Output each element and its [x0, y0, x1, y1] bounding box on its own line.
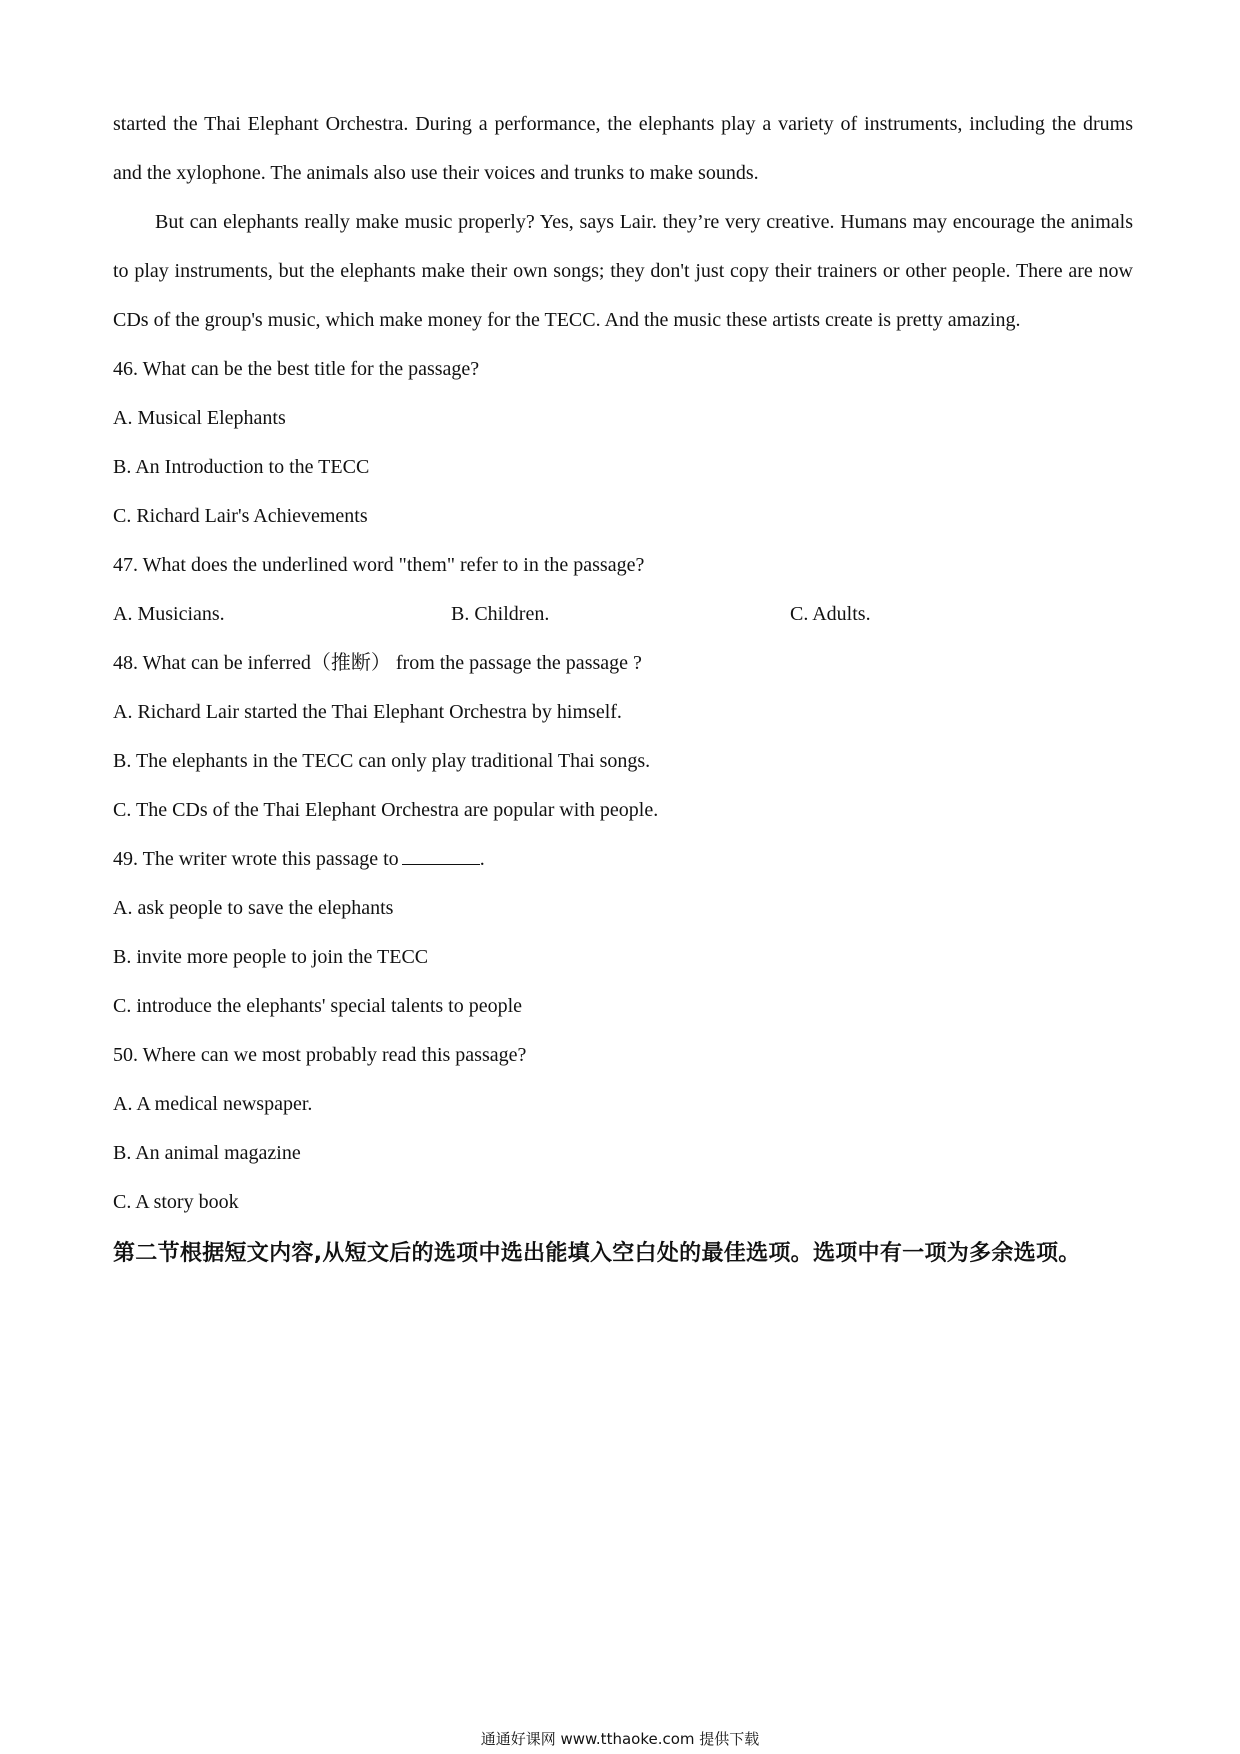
passage-paragraph-1: started the Thai Elephant Orchestra. During a performance, the elephants play a variety of instruments, including the drums and the xylophone. The animals also use their voices and trunks to make sounds. — [113, 113, 1133, 184]
question-50-stem: 50. Where can we most probably read this passage? — [113, 1044, 527, 1066]
question-50-option-c: C. A story book — [113, 1191, 239, 1213]
question-47-option-c: C. Adults. — [790, 603, 871, 625]
question-49-stem: 49. The writer wrote this passage to — [113, 848, 399, 870]
question-47-options — [113, 590, 1133, 639]
question-48 — [113, 639, 1133, 835]
question-48-option-a: A. Richard Lair started the Thai Elephant Orchestra by himself. — [113, 701, 622, 723]
section-heading: 第二节根据短文内容,从短文后的选项中选出能填入空白处的最佳选项。选项中有一项为多余选项。 — [113, 1241, 1081, 1266]
answer-blank — [402, 846, 480, 865]
question-46-stem: 46. What can be the best title for the passage? — [113, 358, 480, 380]
passage-paragraph-2: But can elephants really make music properly? Yes, says Lair. they’re very creative. Humans may encourage the animals to play instruments, but the elephants make their own songs; they don't just copy their trainers or other people. There are now CDs of the group's music, which make money for the TECC. And the music these artists create is pretty amazing. — [113, 211, 1133, 331]
question-49-option-a: A. ask people to save the elephants — [113, 897, 394, 919]
question-46-option-c: C. Richard Lair's Achievements — [113, 505, 368, 527]
question-49-stem-end: . — [479, 848, 485, 870]
question-47 — [113, 541, 1133, 639]
question-49-stem-line — [113, 835, 1133, 884]
question-48-stem: 48. What can be inferred（推断） from the passage the passage ? — [113, 652, 642, 674]
question-46-option-a: A. Musical Elephants — [113, 407, 286, 429]
question-48-option-b: B. The elephants in the TECC can only play traditional Thai songs. — [113, 750, 651, 772]
question-46-option-b: B. An Introduction to the TECC — [113, 456, 370, 478]
question-48-option-c: C. The CDs of the Thai Elephant Orchestra are popular with people. — [113, 799, 659, 821]
question-50-option-b: B. An animal magazine — [113, 1142, 301, 1164]
question-50 — [113, 1031, 1133, 1227]
question-49 — [113, 835, 1133, 1031]
question-50-option-a: A. A medical newspaper. — [113, 1093, 313, 1115]
document-page — [113, 100, 1133, 1279]
page-footer: 通通好课网 www.tthaoke.com 提供下载 — [480, 1730, 760, 1748]
question-46 — [113, 345, 1133, 541]
question-47-option-a: A. Musicians. — [113, 603, 225, 625]
question-49-option-c: C. introduce the elephants' special talents to people — [113, 995, 523, 1017]
question-49-option-b: B. invite more people to join the TECC — [113, 946, 429, 968]
question-47-stem: 47. What does the underlined word "them" refer to in the passage? — [113, 554, 645, 576]
question-47-option-b: B. Children. — [451, 603, 550, 625]
